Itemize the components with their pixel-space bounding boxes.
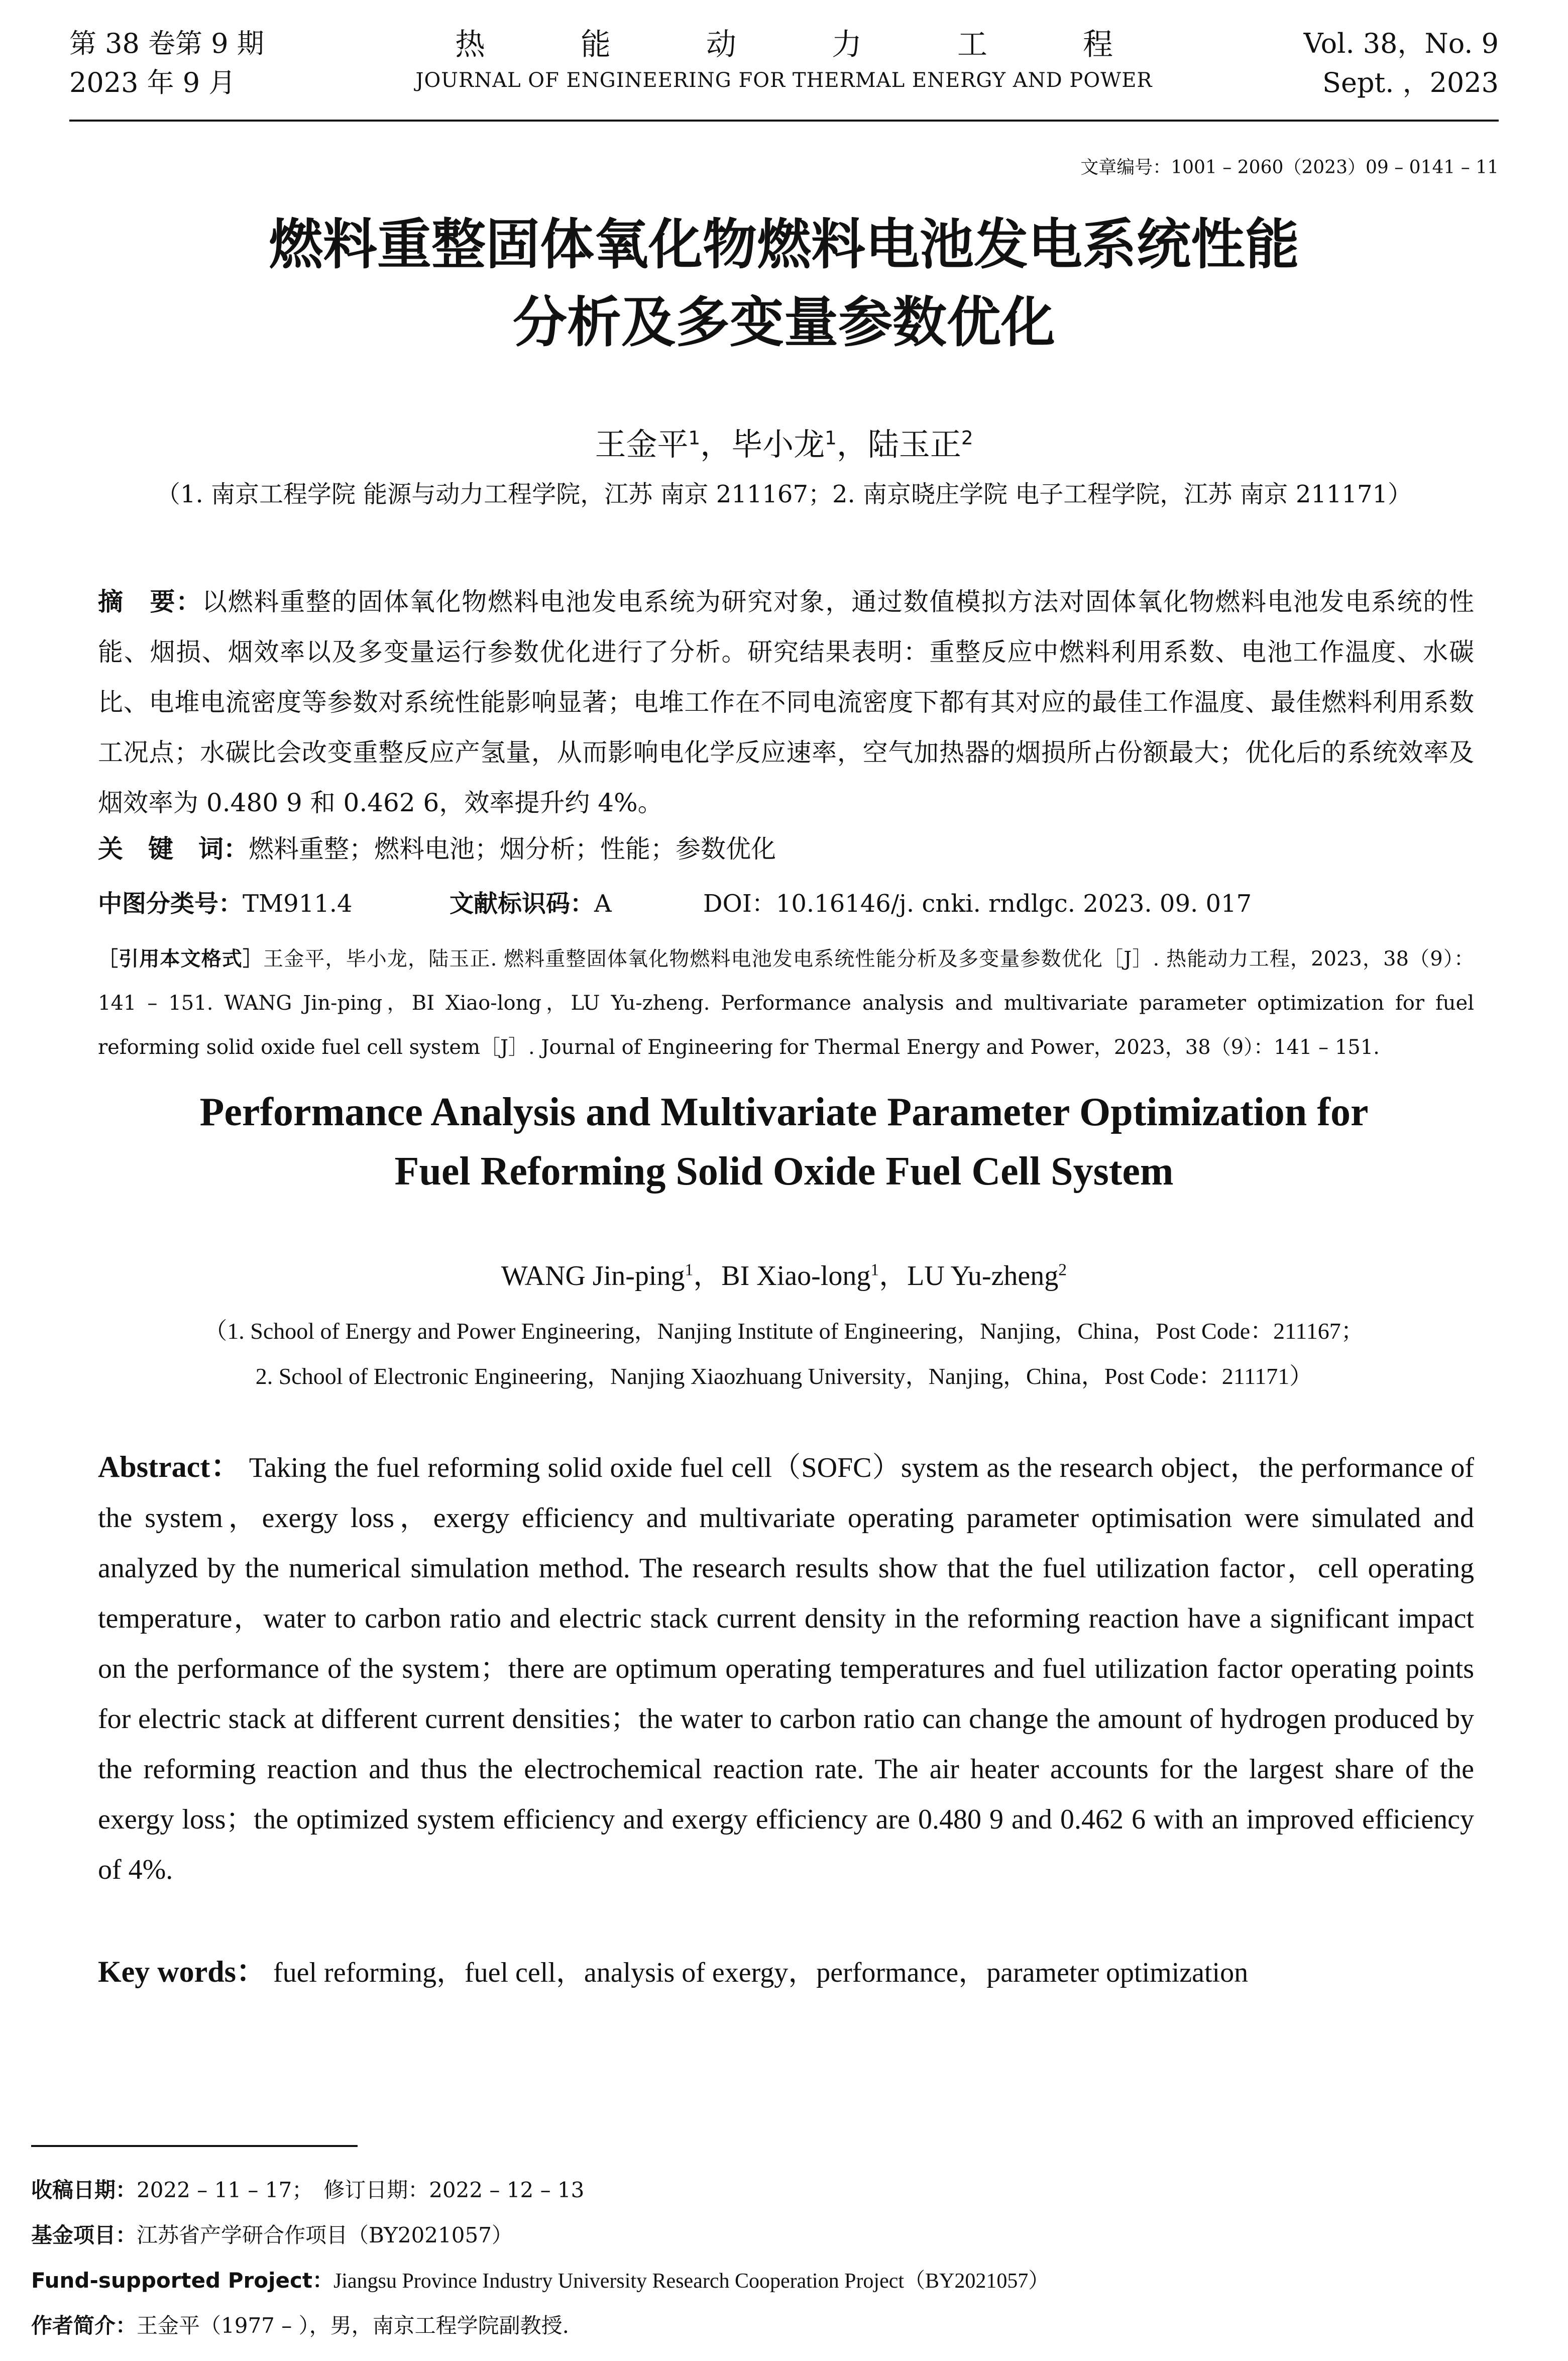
citation-text: 王金平，毕小龙，陆玉正. 燃料重整固体氧化物燃料电池发电系统性能分析及多变量参数优化［J］. 热能动力工程，2023，38（9）：141 – 151. WANG Jin-ping，BI Xiao-long，LU Yu-zheng. Performance analysis and multivariate parameter optimization for fuel reforming solid oxide fuel cell system［J］. Journal of Engineering for Thermal Energy and Power，2023，38（9）：141 – 151. [98, 947, 1474, 1059]
volume-en: Vol. 38，No. 9 [1303, 28, 1499, 59]
date-cn: 2023 年 9 月 [69, 67, 236, 98]
footnote-divider [31, 2145, 358, 2147]
english-affiliation [69, 1309, 1499, 1399]
author-name: 陆玉正 [867, 426, 961, 463]
classification-row [98, 884, 1474, 924]
footnote-label: 作者简介： [31, 2313, 137, 2338]
chinese-title [69, 206, 1499, 362]
footnote-author-bio [31, 2306, 1538, 2346]
clc-value: TM911.4 [243, 890, 353, 918]
citation-label: ［引用本文格式］ [98, 947, 264, 971]
footnote-label: 收稿日期： [31, 2178, 137, 2202]
header-volume-en [1304, 24, 1499, 102]
chinese-affiliation: （1. 南京工程学院 能源与动力工程学院，江苏 南京 211167；2. 南京晓庄学院 电子工程学院，江苏 南京 211171） [156, 480, 1412, 508]
author-name: WANG Jin-ping [501, 1260, 685, 1292]
english-keywords [98, 1947, 1474, 1998]
header-volume-cn [69, 24, 264, 102]
clc-label: 中图分类号： [98, 890, 243, 918]
document-code-label: 文献标识码： [450, 890, 595, 918]
author-affiliation-mark: 1 [685, 1260, 694, 1279]
journal-name-cn: 热能动力工程 [455, 27, 1208, 62]
author-name: LU Yu-zheng [907, 1260, 1059, 1292]
footnote-fund-project [31, 2215, 1538, 2256]
english-keywords-label: Key words： [98, 1955, 266, 1988]
english-affiliation-line-1: （1. School of Energy and Power Engineering，Nanjing Institute of Engineering，Nanjing，China，Post Code：211167； [204, 1318, 1364, 1344]
document-code-value: A [594, 890, 612, 918]
chinese-authors [69, 419, 1499, 464]
document-code [450, 884, 612, 919]
author-affiliation-mark: 2 [961, 426, 973, 449]
journal-name-en: JOURNAL OF ENGINEERING FOR THERMAL ENERGY AND POWER [415, 69, 1153, 92]
doi-value: 10.16146/j. cnki. rndlgc. 2023. 09. 017 [775, 890, 1252, 918]
author-name: BI Xiao-long [721, 1260, 871, 1292]
author-separator: ， [879, 1260, 908, 1292]
chinese-title-line-1: 燃料重整固体氧化物燃料电池发电系统性能 [268, 213, 1299, 276]
footnote-received-date [31, 2170, 1538, 2210]
footnote-label: Fund-supported Project： [31, 2268, 333, 2293]
chinese-abstract-label: 摘 要： [98, 587, 202, 616]
english-title [69, 1083, 1499, 1201]
english-keywords-text: fuel reforming，fuel cell，analysis of exergy，performance，parameter optimization [273, 1957, 1249, 1988]
chinese-abstract [98, 577, 1474, 828]
english-title-line-2: Fuel Reforming Solid Oxide Fuel Cell System [394, 1149, 1174, 1194]
author-separator: ， [693, 1260, 722, 1292]
chinese-abstract-text: 以燃料重整的固体氧化物燃料电池发电系统为研究对象，通过数值模拟方法对固体氧化物燃料电池发电系统的性能、烟损、烟效率以及多变量运行参数优化进行了分析。研究结果表明：重整反应中燃料利用系数、电池工作温度、水碳比、电堆电流密度等参数对系统性能影响显著；电堆工作在不同电流密度下都有其对应的最佳工作温度、最佳燃料利用系数工况点；水碳比会改变重整反应产氢量，从而影响电化学反应速率，空气加热器的烟损所占份额最大；优化后的系统效率及烟效率为 0.480 9 和 0.462 6，效率提升约 4%。 [98, 587, 1475, 817]
header-divider [69, 120, 1499, 122]
citation-format [98, 937, 1474, 1069]
chinese-keywords-label: 关 键 词： [98, 834, 249, 864]
footnote-text: 2022 – 11 – 17； 修订日期：2022 – 12 – 13 [137, 2178, 585, 2202]
volume-cn: 第 38 卷第 9 期 [69, 28, 264, 59]
author-separator: ， [836, 426, 868, 463]
english-abstract-label: Abstract： [98, 1450, 242, 1483]
author-separator: ， [700, 426, 732, 463]
author-affiliation-mark: 1 [688, 426, 701, 449]
footnote-text: 江苏省产学研合作项目（BY2021057） [137, 2223, 513, 2247]
footnote-text: Jiangsu Province Industry University Research Cooperation Project（BY2021057） [333, 2270, 1050, 2293]
article-number: 文章编号：1001 – 2060（2023）09 – 0141 – 11 [1080, 157, 1499, 178]
author-name: 毕小龙 [731, 426, 825, 463]
doi-label: DOI： [703, 890, 776, 918]
english-affiliation-line-2: 2. School of Electronic Engineering，Nanjing Xiaozhuang University，Nanjing，China，Post Code：211171） [255, 1363, 1313, 1389]
english-title-line-1: Performance Analysis and Multivariate Parameter Optimization for [199, 1090, 1369, 1134]
date-en: Sept. ，2023 [1322, 67, 1499, 98]
author-name: 王金平 [595, 426, 689, 463]
doi [703, 884, 1252, 919]
chinese-keywords [98, 824, 1474, 874]
clc-number [98, 884, 353, 919]
author-affiliation-mark: 1 [870, 1260, 879, 1279]
footnote-fund-project-en [31, 2261, 1538, 2301]
author-affiliation-mark: 1 [825, 426, 837, 449]
footnote-label: 基金项目： [31, 2223, 137, 2247]
author-affiliation-mark: 2 [1058, 1260, 1067, 1279]
english-authors [69, 1253, 1499, 1294]
chinese-keywords-text: 燃料重整；燃料电池；烟分析；性能；参数优化 [249, 834, 776, 864]
chinese-title-line-2: 分析及多变量参数优化 [512, 291, 1055, 354]
header-journal [352, 24, 1216, 95]
english-abstract [98, 1442, 1474, 1895]
english-abstract-text: Taking the fuel reforming solid oxide fuel cell（SOFC）system as the research object，the performance of the system，exergy loss，exergy efficiency and multivariate operating parameter optimisation were simulated and analyzed by the numerical simulation method. The research results show that the fuel utilization factor，cell operating temperature，water to carbon ratio and electric stack current density in the reforming reaction have a significant impact on the performance of the system；there are optimum operating temperatures and fuel utilization factor operating points for electric stack at different current densities；the water to carbon ratio can change the amount of hydrogen produced by the reforming reaction and thus the electrochemical reaction rate. The air heater accounts for the largest share of the exergy loss；the optimized system efficiency and exergy efficiency are 0.480 9 and 0.462 6 with an improved efficiency of 4%. [98, 1452, 1474, 1885]
footnote-text: 王金平（1977 – ），男，南京工程学院副教授. [137, 2313, 569, 2338]
